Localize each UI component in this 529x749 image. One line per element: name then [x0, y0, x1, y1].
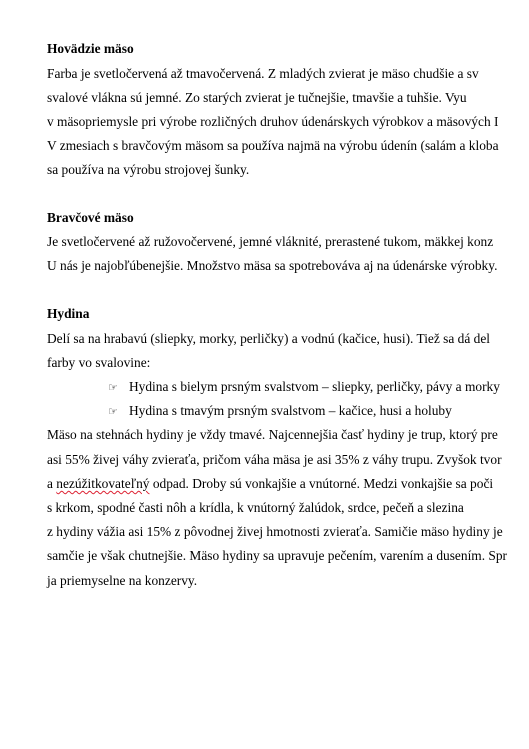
paragraph-line: U nás je najobľúbenejšie. Množstvo mäsa sa spotrebováva aj na údenárske výrobky.: [47, 258, 498, 273]
heading-hydina: Hydina: [47, 306, 90, 321]
paragraph-line: Delí sa na hrabavú (sliepky, morky, perličky) a vodnú (kačice, husi). Tiež sa dá del: [47, 331, 491, 346]
pointing-hand-icon: ☞: [108, 381, 118, 394]
paragraph-line: asi 55% živej váhy zvieraťa, pričom váha mäsa je asi 35% z váhy trupu. Zvyšok tvor: [47, 452, 502, 467]
bullet-item: [108, 403, 452, 420]
paragraph-line: sa používa na výrobu strojovej šunky.: [47, 162, 250, 177]
paragraph-line: Mäso na stehnách hydiny je vždy tmavé. Najcennejšia časť hydiny je trup, ktorý pre: [47, 427, 498, 442]
heading-hovadzie: Hovädzie mäso: [47, 41, 134, 56]
paragraph-line: ja priemyselne na konzervy.: [47, 573, 198, 588]
paragraph-line: Farba je svetločervená až tmavočervená. Z mladých zvierat je mäso chudšie a sv: [47, 66, 479, 81]
paragraph-line: s krkom, spodné časti nôh a krídla, k vnútorný žalúdok, srdce, pečeň a slezina: [47, 500, 464, 515]
paragraph-line: farby vo svalovine:: [47, 355, 151, 370]
paragraph-line: [47, 476, 493, 492]
paragraph-line: svalové vlákna sú jemné. Zo starých zvierat je tučnejšie, tmavšie a tuhšie. Vyu: [47, 90, 467, 105]
bullet-text: Hydina s tmavým prsným svalstvom – kačice, husi a holuby: [129, 403, 452, 418]
bullet-text: Hydina s bielym prsným svalstvom – sliepky, perličky, pávy a morky: [129, 379, 500, 394]
paragraph-line: v mäsopriemysle pri výrobe rozličných druhov údenárskych výrobkov a mäsových I: [47, 114, 499, 129]
paragraph-line: samčie je však chutnejšie. Mäso hydiny sa upravuje pečením, varením a dusením. Spr: [47, 548, 507, 563]
bullet-item: [108, 379, 500, 396]
heading-bravcove: Bravčové mäso: [47, 210, 134, 225]
line-rest: odpad. Droby sú vonkajšie a vnútorné. Medzi vonkajšie sa poči: [149, 476, 494, 491]
spellcheck-word[interactable]: nezúžitkovateľný: [56, 476, 150, 491]
paragraph-line: z hydiny vážia asi 15% z pôvodnej živej hmotnosti zvieraťa. Samičie mäso hydiny je: [47, 524, 503, 539]
paragraph-line: V zmesiach s bravčovým mäsom sa používa najmä na výrobu údenín (salám a kloba: [47, 138, 499, 153]
pointing-hand-icon: ☞: [108, 405, 118, 418]
paragraph-line: Je svetločervené až ružovočervené, jemné vláknité, prerastené tukom, mäkkej konz: [47, 234, 494, 249]
line-prefix: a: [47, 476, 57, 491]
